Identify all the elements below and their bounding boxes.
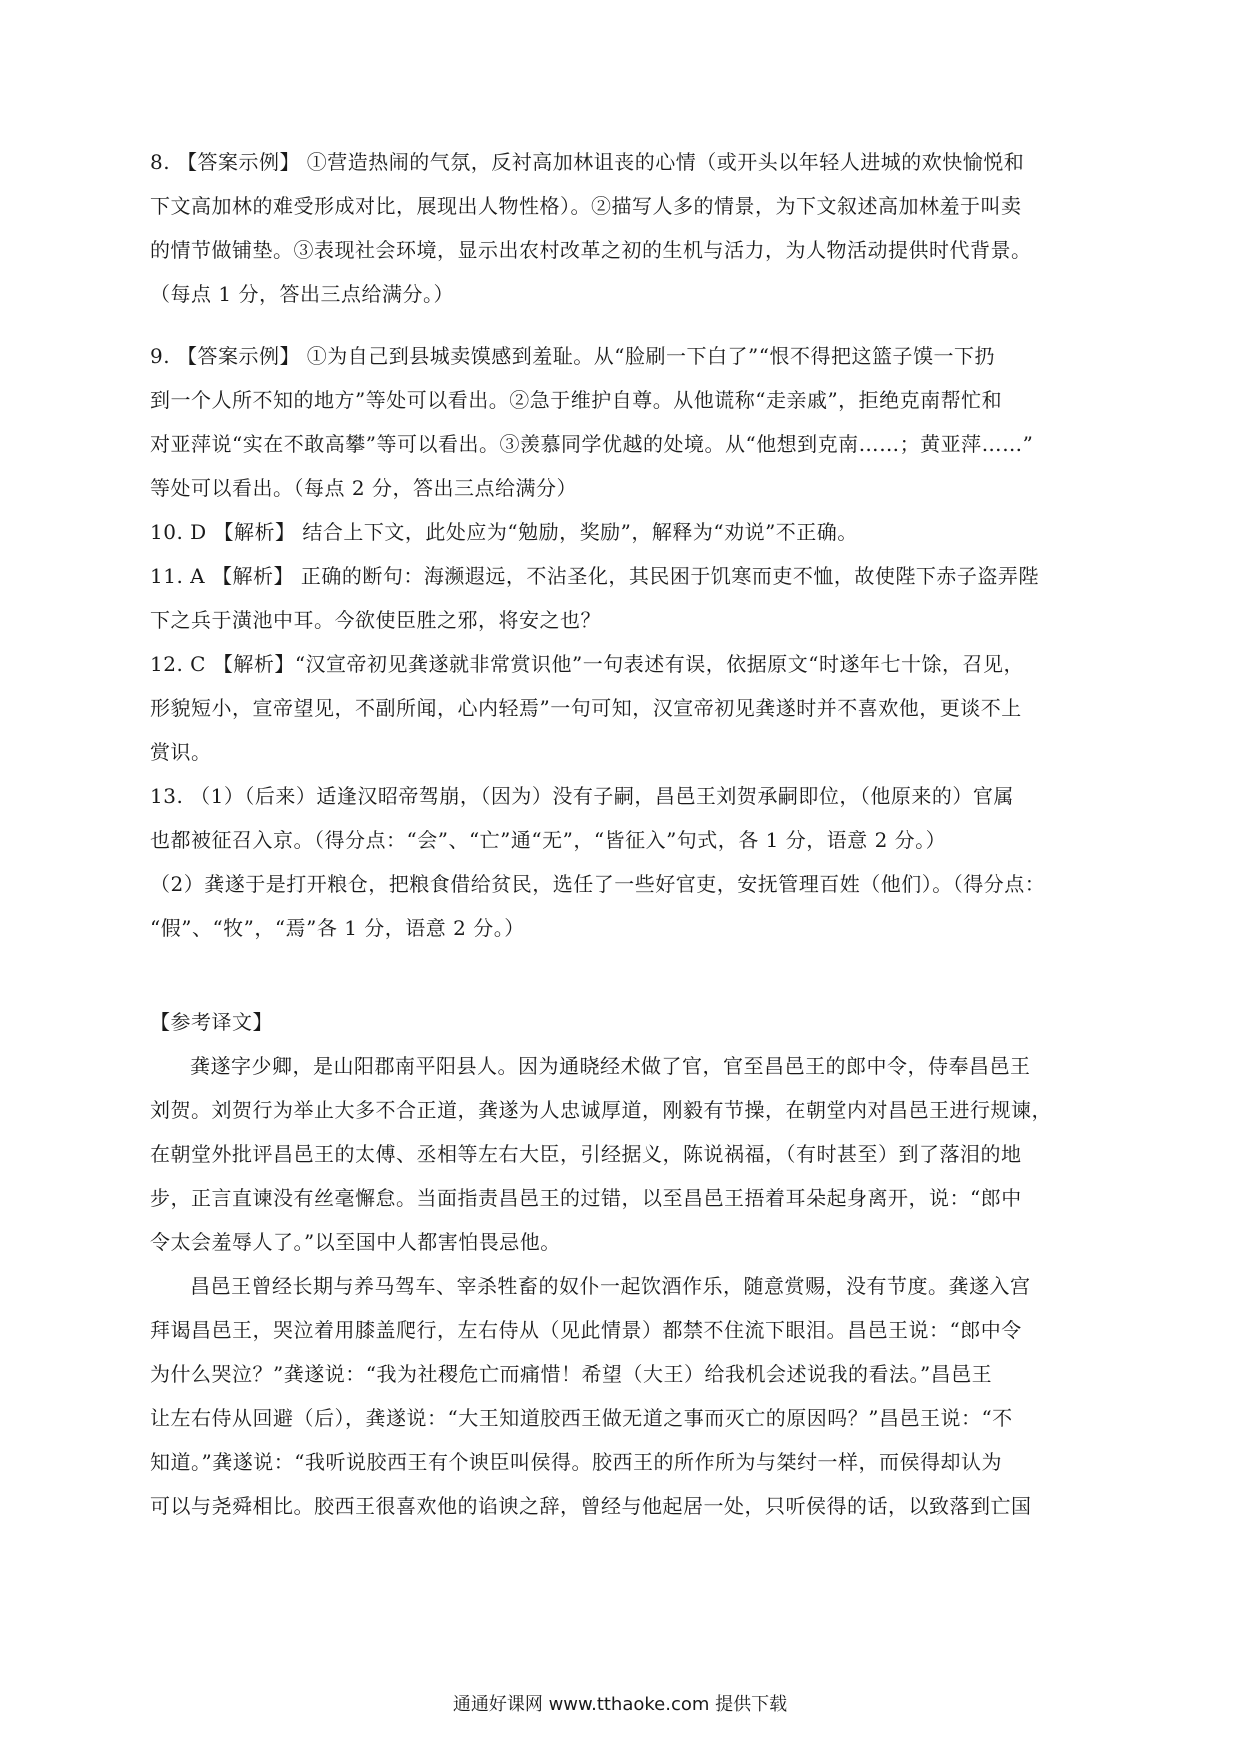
answer-12-line: 赏识。	[150, 740, 212, 764]
answer-11-line: 下之兵于潢池中耳。今欲使臣胜之邪，将安之也？	[150, 608, 601, 632]
reference-line: 龚遂字少卿，是山阳郡南平阳县人。因为通晓经术做了官，官至昌邑王的郎中令，侍奉昌邑王	[190, 1054, 1031, 1078]
reference-line: 在朝堂外批评昌邑王的太傅、丞相等左右大臣，引经据义，陈说祸福，（有时甚至）到了落泪的地	[150, 1142, 1022, 1166]
answer-10: 10. D 【解析】 结合上下文，此处应为“勉励，奖励”，解释为“劝说”不正确。	[150, 520, 858, 544]
answer-9-line: 等处可以看出。（每点 2 分，答出三点给满分）	[150, 476, 577, 500]
answer-12-line: 12. C 【解析】“汉宣帝初见龚遂就非常赏识他”一句表述有误，依据原文“时遂年七十馀，召见，	[150, 652, 1024, 676]
reference-translation	[150, 1000, 1100, 1528]
reference-line: 昌邑王曾经长期与养马驾车、宰杀牲畜的奴仆一起饮酒作乐，随意赏赐，没有节度。龚遂入宫	[190, 1274, 1031, 1298]
reference-line: 刘贺。刘贺行为举止大多不合正道，龚遂为人忠诚厚道，刚毅有节操，在朝堂内对昌邑王进行规谏，	[150, 1098, 1052, 1122]
answer-8-line: 下文高加林的难受形成对比，展现出人物性格）。②描写人多的情景，为下文叙述高加林羞于叫卖	[150, 194, 1022, 218]
answer-13-line: “假”、“牧”，“焉”各 1 分，语意 2 分。）	[150, 916, 525, 940]
reference-line: 可以与尧舜相比。胶西王很喜欢他的谄谀之辞，曾经与他起居一处，只听侯得的话，以致落到亡国	[150, 1494, 1032, 1518]
answer-13-line: 13. （1）（后来）适逢汉昭帝驾崩，（因为）没有子嗣，昌邑王刘贺承嗣即位，（他原来的）官属	[150, 784, 1014, 808]
answer-12-line: 形貌短小，宣帝望见，不副所闻，心内轻焉”一句可知，汉宣帝初见龚遂时并不喜欢他，更谈不上	[150, 696, 1022, 720]
reference-line: 步，正言直谏没有丝毫懈怠。当面指责昌邑王的过错，以至昌邑王捂着耳朵起身离开，说：“郎中	[150, 1186, 1022, 1210]
answer-9-line: 对亚萍说“实在不敢高攀”等可以看出。③羡慕同学优越的处境。从“他想到克南……；黄亚萍……”	[150, 432, 1034, 456]
answer-9-line: 到一个人所不知的地方”等处可以看出。②急于维护自尊。从他谎称“走亲戚”，拒绝克南帮忙和	[150, 388, 1003, 412]
page-footer: 通通好课网 www.tthaoke.com 提供下载	[452, 1694, 788, 1715]
reference-heading: 【参考译文】	[150, 1010, 273, 1034]
answer-13-line: （2）龚遂于是打开粮仓，把粮食借给贫民，选任了一些好官吏，安抚管理百姓（他们）。（得分点：	[150, 872, 1046, 896]
answer-8-line: 的情节做铺垫。③表现社会环境，显示出农村改革之初的生机与活力，为人物活动提供时代背景。	[150, 238, 1032, 262]
answer-8-line: 8. 【答案示例】 ①营造热闹的气氛，反衬高加林诅丧的心情（或开头以年轻人进城的欢快愉悦和	[150, 150, 1025, 174]
answer-9-line: 9. 【答案示例】 ①为自己到县城卖馍感到羞耻。从“脸刷一下白了”“恨不得把这篮子馍一下扔	[150, 344, 995, 368]
answer-8	[150, 140, 1100, 316]
reference-line: 拜谒昌邑王，哭泣着用膝盖爬行，左右侍从（见此情景）都禁不住流下眼泪。昌邑王说：“郎中令	[150, 1318, 1022, 1342]
reference-line: 让左右侍从回避（后），龚遂说：“大王知道胶西王做无道之事而灭亡的原因吗？”昌邑王说：“不	[150, 1406, 1013, 1430]
answer-8-line: （每点 1 分，答出三点给满分。）	[150, 282, 454, 306]
answer-13-line: 也都被征召入京。（得分点：“会”、“亡”通“无”，“皆征入”句式，各 1 分，语意 2 分。）	[150, 828, 947, 852]
reference-line: 知道。”龚遂说：“我听说胶西王有个谀臣叫侯得。胶西王的所作所为与桀纣一样，而侯得却认为	[150, 1450, 1002, 1474]
answer-9	[150, 334, 1100, 950]
reference-line: 令太会羞辱人了。”以至国中人都害怕畏忌他。	[150, 1230, 561, 1254]
reference-line: 为什么哭泣？”龚遂说：“我为社稷危亡而痛惜！希望（大王）给我机会述说我的看法。”昌邑王	[150, 1362, 993, 1386]
answer-11-line: 11. A 【解析】 正确的断句：海濒遐远，不沾圣化，其民困于饥寒而吏不恤，故使陛下赤子盗弄陛	[150, 564, 1039, 588]
